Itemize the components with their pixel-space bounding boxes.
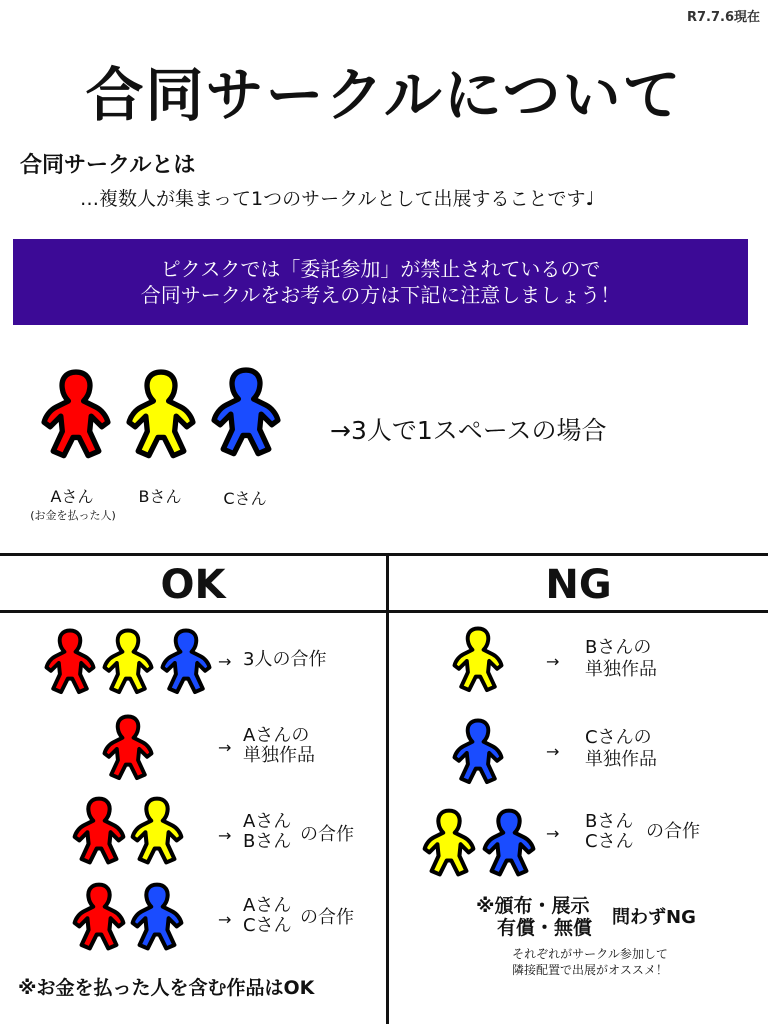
ok-row1-arrow: → [218,652,232,671]
ok-row4-arrow: → [218,910,232,929]
ng-row2-arrow: → [546,742,560,761]
label-a: Aさん [50,487,94,506]
ng-row3-person-b [420,806,478,879]
ok-row3-line2: Bさん [243,831,292,852]
ok-row3-line1: Aさん [243,811,292,832]
ng-note-line2: 有償・無償 [497,917,593,939]
person-a-figure [38,366,114,461]
ng-row3-suffix: の合作 [646,821,700,842]
ng-note-line1: ※頒布・展示 [476,895,590,917]
ng-row1-line1: Bさんの [585,637,652,658]
ng-row3-line2: Cさん [585,831,634,852]
ng-row1-arrow: → [546,652,560,671]
table-header-line [0,610,768,613]
ok-header: OK [160,562,226,608]
ok-row1-person-c [158,626,214,696]
ok-row1-person-b [100,626,156,696]
ok-row3-suffix: の合作 [300,824,354,845]
ok-row4-person-c [128,880,186,953]
definition-heading: 合同サークルとは [20,153,196,178]
notice-banner [13,239,748,325]
ok-footer: ※お金を払った人を含む作品はOK [18,977,315,999]
notice-line-2: 合同サークルをお考えの方は下記に注意しましょう！ [140,283,621,307]
ok-row2-line1: Aさんの [243,725,310,746]
ng-row2-person-c [450,716,506,786]
table-top-line [0,553,768,556]
label-a-note: (お金を払った人) [30,509,116,522]
ok-row4-suffix: の合作 [300,907,354,928]
label-b: Bさん [138,487,182,506]
table-divider [386,553,389,1024]
definition-body: …複数人が集まって1つのサークルとして出展することです♩ [80,188,595,210]
ok-row4-person-a [70,880,128,953]
ng-row2-line1: Cさんの [585,727,652,748]
person-b-figure [123,366,199,461]
ng-row3-arrow: → [546,824,560,843]
ok-row4-line2: Cさん [243,915,292,936]
ng-advice-line1: それぞれがサークル参加して [512,947,668,961]
notice-line-1: ピクスクでは「委託参加」が禁止されているので [160,257,601,281]
ok-row3-person-a [70,794,128,867]
ng-row1-line2: 単独作品 [585,659,657,680]
label-c: Cさん [223,489,267,508]
ng-row3-line1: Bさん [585,811,634,832]
ok-row1-person-a [42,626,98,696]
ok-row2-person-a [100,712,156,782]
ok-row2-arrow: → [218,738,232,757]
ok-row3-arrow: → [218,826,232,845]
ok-row3-person-b [128,794,186,867]
page-title: 合同サークルについて [85,61,683,129]
person-c-figure [208,364,284,459]
ng-row1-person-b [450,624,506,694]
date-stamp: R7.7.6現在 [686,10,760,25]
ng-row3-person-c [480,806,538,879]
ng-row2-line2: 単独作品 [585,749,657,770]
ng-advice-line2: 隣接配置で出展がオススメ！ [512,963,668,977]
ok-row1-text: 3人の合作 [243,649,327,670]
ng-note-suffix: 問わずNG [612,907,696,928]
ng-header: NG [545,562,612,608]
ok-row2-line2: 単独作品 [243,745,315,766]
ok-row4-line1: Aさん [243,895,292,916]
case-description: →3人で1スペースの場合 [330,416,607,445]
